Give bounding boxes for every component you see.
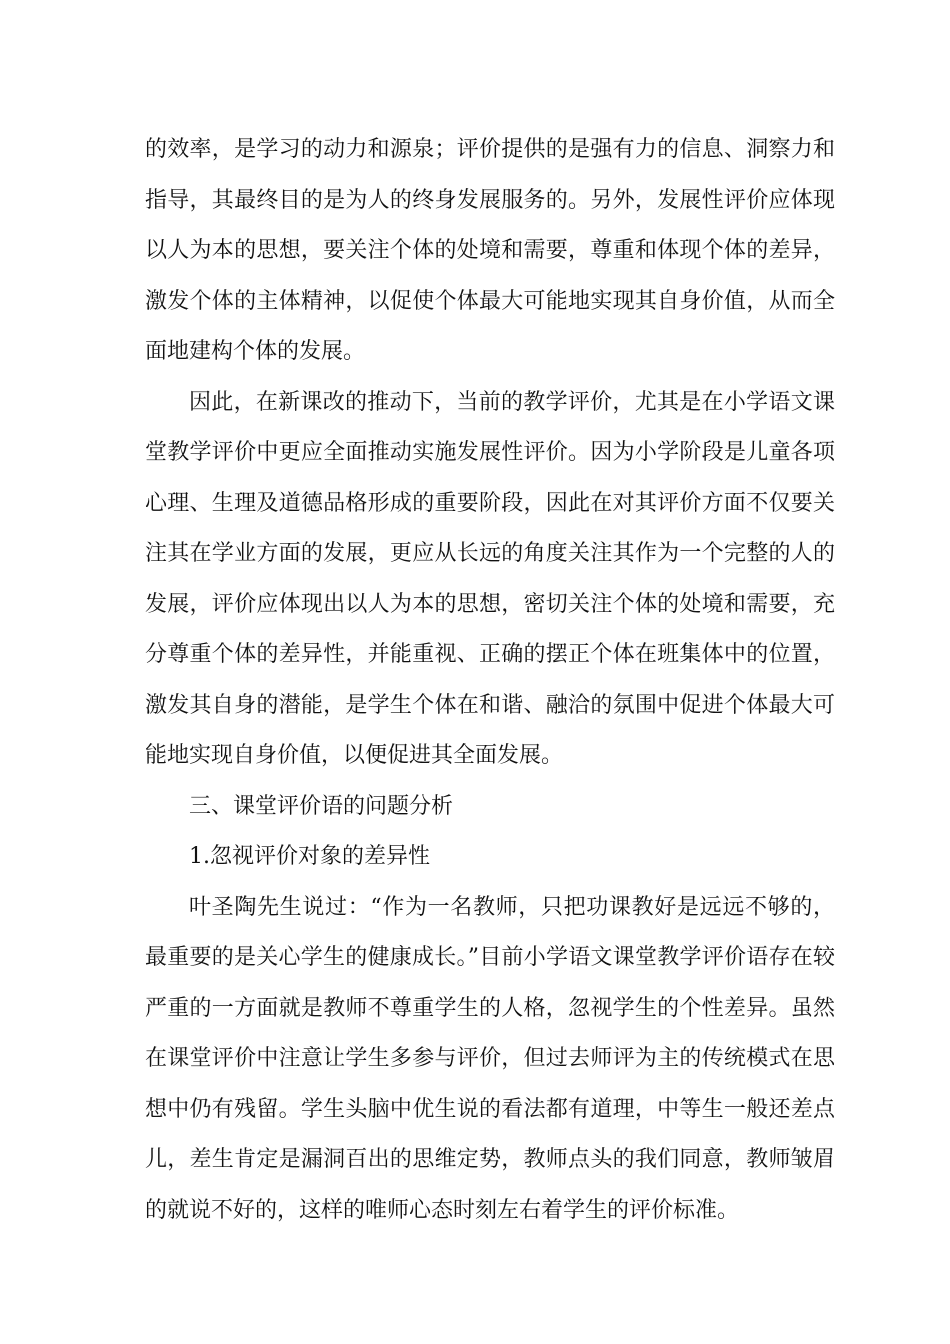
section-heading: 三、课堂评价语的问题分析 xyxy=(189,793,454,819)
subsection-heading: 1.忽视评价对象的差异性 xyxy=(189,844,430,869)
document-page xyxy=(145,125,835,1236)
paragraph-ye-shengtao: 叶圣陶先生说过：“作为一名教师，只把功课教好是远远不够的，最重要的是关心学生的健康成长。”目前小学语文课堂教学评价语存在较严重的一方面就是教师不尊重学生的人格，忽视学生的个性差异。虽然在课堂评价中注意让学生多参与评价，但过去师评为主的传统模式在思想中仍有残留。学生头脑中优生说的看法都有道理，中等生一般还差点儿，差生肯定是漏洞百出的思维定势，教师点头的我们同意，教师皱眉的就说不好的，这样的唯师心态时刻左右着学生的评价标准。 xyxy=(145,894,835,1223)
paragraph-developmental-evaluation: 因此，在新课改的推动下，当前的教学评价，尤其是在小学语文课堂教学评价中更应全面推动实施发展性评价。因为小学阶段是儿童各项心理、生理及道德品格形成的重要阶段，因此在对其评价方面不仅要关注其在学业方面的发展，更应从长远的角度关注其作为一个完整的人的发展，评价应体现出以人为本的思想，密切关注个体的处境和需要，充分尊重个体的差异性，并能重视、正确的摆正个体在班集体中的位置，激发其自身的潜能，是学生个体在和谐、融洽的氛围中促进个体最大可能地实现自身价值，以便促进其全面发展。 xyxy=(145,389,835,768)
paragraph-continuation: 的效率，是学习的动力和源泉；评价提供的是强有力的信息、洞察力和指导，其最终目的是为人的终身发展服务的。另外，发展性评价应体现以人为本的思想，要关注个体的处境和需要，尊重和体现个体的差异，激发个体的主体精神，以促使个体最大可能地实现其自身价值，从而全面地建构个体的发展。 xyxy=(145,137,835,364)
